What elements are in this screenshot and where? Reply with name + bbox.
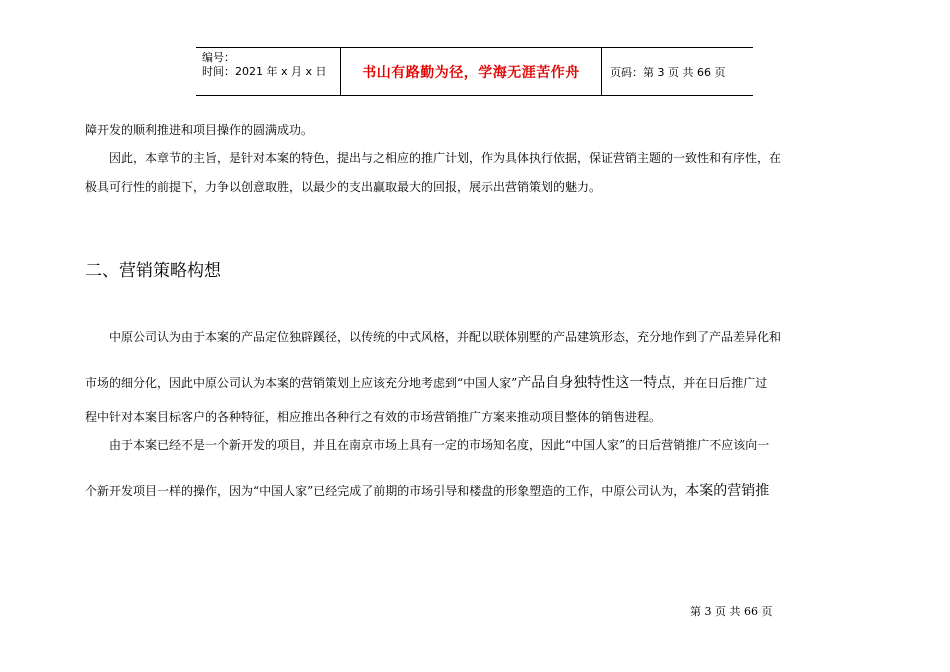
text-run: 个新开发项目一样的操作，因为“中国人家”已经完成了前期的市场引导和楼盘的形象塑造的工作，中原公司认为， <box>85 484 686 498</box>
paragraph-line: 极具可行性的前提下，力争以创意取胜，以最少的支出赢取最大的回报，展示出营销策划的魅力。 <box>85 180 602 194</box>
emphasis-text: 产品自身独特性这一特点 <box>517 375 672 391</box>
paragraph-line <box>85 376 867 390</box>
serial-label: 编号： <box>202 51 235 64</box>
paragraph-line <box>85 484 867 498</box>
paragraph-line: 程中针对本案目标客户的各种特征，相应推出各种行之有效的市场营销推广方案来推动项目整体的销售进程。 <box>85 410 662 424</box>
section-heading: 二、营销策略构想 <box>85 261 221 281</box>
paragraph-line: 因此，本章节的主旨，是针对本案的特色，提出与之相应的推广计划，作为具体执行依据，保证营销主题的一致性和有序性，在 <box>109 151 782 165</box>
emphasis-text: 本案的营销推 <box>685 483 770 499</box>
time-label: 时间：2021 年 x 月 x 日 <box>202 65 327 78</box>
header-meta-cell <box>196 48 341 95</box>
text-run: 市场的细分化，因此中原公司认为本案的营销策划上应该充分地考虑到“中国人家” <box>85 376 518 390</box>
text-run: ，并在日后推广过 <box>671 376 768 390</box>
paragraph-line: 障开发的顺利推进和项目操作的圆满成功。 <box>85 123 314 137</box>
page-footer: 第 3 页 共 66 页 <box>690 605 773 618</box>
paragraph-line: 由于本案已经不是一个新开发的项目，并且在南京市场上具有一定的市场知名度，因此“中国人家”的日后营销推广不应该向一 <box>109 438 770 452</box>
header-page-code: 页码：第 3 页 共 66 页 <box>610 65 726 79</box>
paragraph-line: 中原公司认为由于本案的产品定位独辟蹊径，以传统的中式风格，并配以联体别墅的产品建筑形态，充分地作到了产品差异化和 <box>109 330 782 344</box>
header-motto: 书山有路勤为径，学海无涯苦作舟 <box>341 48 602 95</box>
page-header <box>196 47 753 96</box>
